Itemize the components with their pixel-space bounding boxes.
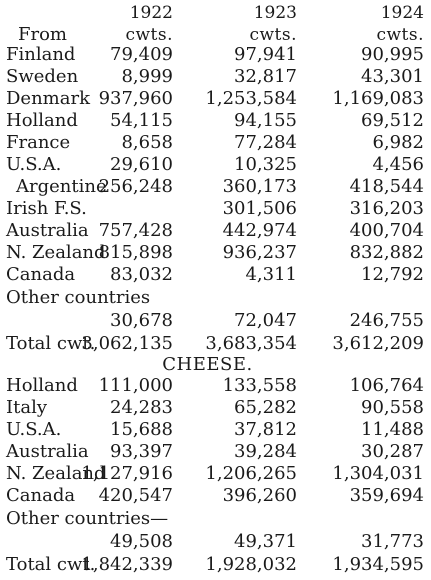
- value-1922: 83,032: [110, 264, 173, 285]
- country-label: Argentine: [16, 176, 107, 197]
- year-header-row: [0, 2, 431, 24]
- table-row: [0, 110, 431, 132]
- from-label: From: [18, 24, 67, 45]
- cheese-heading: CHEESE.: [162, 354, 253, 375]
- value-1922: 24,283: [110, 397, 173, 418]
- country-label: U.S.A.: [6, 419, 62, 440]
- unit-1923: cwts.: [249, 25, 297, 45]
- unit-header-row: [0, 24, 431, 46]
- other-countries-values-row: [0, 310, 431, 332]
- value-1923: 360,173: [222, 176, 297, 197]
- value-1924: 31,773: [361, 531, 424, 552]
- section-heading: [0, 354, 431, 376]
- value-1923: 442,974: [222, 220, 297, 241]
- value-1924: 43,301: [361, 66, 424, 87]
- value-1923: 77,284: [234, 132, 297, 153]
- value-1923: 97,941: [234, 44, 297, 65]
- total-row: [0, 554, 431, 576]
- value-1922: 54,115: [110, 110, 173, 131]
- value-1923: 133,558: [222, 375, 297, 396]
- table-row: [0, 397, 431, 419]
- value-1922: 15,688: [110, 419, 173, 440]
- country-label: Australia: [6, 441, 89, 462]
- value-1924: 106,764: [349, 375, 424, 396]
- country-label: Canada: [6, 485, 76, 506]
- value-1924: 316,203: [349, 198, 424, 219]
- unit-1924: cwts.: [376, 25, 424, 45]
- value-1922: 937,960: [98, 88, 173, 109]
- value-1923: 1,206,265: [205, 463, 297, 484]
- country-label: Canada: [6, 264, 76, 285]
- value-1923: 301,506: [222, 198, 297, 219]
- total-label: Total cwt.: [6, 554, 96, 575]
- other-countries-label-row: [0, 508, 431, 530]
- country-label: Australia: [6, 220, 89, 241]
- value-1923: 39,284: [234, 441, 297, 462]
- country-label: N. Zealand: [6, 242, 106, 263]
- value-1924: 30,287: [361, 441, 424, 462]
- country-label: Denmark: [6, 88, 90, 109]
- value-1922: 420,547: [98, 485, 173, 506]
- table-row: [0, 132, 431, 154]
- year-1922: 1922: [129, 3, 173, 23]
- table-row: [0, 198, 431, 220]
- value-1922: 79,409: [110, 44, 173, 65]
- table-row: [0, 264, 431, 286]
- value-1923: 10,325: [234, 154, 297, 175]
- country-label: Irish F.S.: [6, 198, 87, 219]
- table-row: [0, 419, 431, 441]
- value-1924: 90,995: [361, 44, 424, 65]
- table-row: [0, 66, 431, 88]
- country-label: Holland: [6, 375, 78, 396]
- value-1922: 757,428: [98, 220, 173, 241]
- value-1924: 1,304,031: [332, 463, 424, 484]
- table-row: [0, 44, 431, 66]
- other-countries-label: Other countries: [6, 287, 151, 308]
- country-label: Sweden: [6, 66, 79, 87]
- value-1922: 49,508: [110, 531, 173, 552]
- country-label: Holland: [6, 110, 78, 131]
- value-1923: 936,237: [222, 242, 297, 263]
- value-1923: 396,260: [222, 485, 297, 506]
- table-row: [0, 220, 431, 242]
- value-1924: 359,694: [349, 485, 424, 506]
- country-label: U.S.A.: [6, 154, 62, 175]
- value-1924: 6,982: [372, 132, 424, 153]
- value-1924: 4,456: [372, 154, 424, 175]
- value-1923: 94,155: [234, 110, 297, 131]
- value-1924: 418,544: [349, 176, 424, 197]
- total-1922: 3,062,135: [81, 333, 173, 354]
- other-countries-label-row: [0, 287, 431, 309]
- value-1924: 1,169,083: [332, 88, 424, 109]
- table-row: [0, 375, 431, 397]
- year-1924: 1924: [380, 3, 424, 23]
- value-1924: 400,704: [349, 220, 424, 241]
- value-1924: 69,512: [361, 110, 424, 131]
- table-row: [0, 463, 431, 485]
- value-1922: 8,658: [121, 132, 173, 153]
- value-1924: 246,755: [349, 310, 424, 331]
- table-row: [0, 242, 431, 264]
- other-countries-values-row: [0, 531, 431, 553]
- table-row: [0, 154, 431, 176]
- other-countries-label: Other countries—: [6, 508, 169, 529]
- unit-1922: cwts.: [125, 25, 173, 45]
- total-1923: 3,683,354: [205, 333, 297, 354]
- value-1923: 4,311: [245, 264, 297, 285]
- table-row: [0, 485, 431, 507]
- value-1922: 29,610: [110, 154, 173, 175]
- value-1922: 93,397: [110, 441, 173, 462]
- value-1923: 72,047: [234, 310, 297, 331]
- value-1922: 8,999: [121, 66, 173, 87]
- value-1923: 32,817: [234, 66, 297, 87]
- total-1924: 3,612,209: [332, 333, 424, 354]
- table-row: [0, 88, 431, 110]
- year-1923: 1923: [253, 3, 297, 23]
- table-row: [0, 176, 431, 198]
- total-1924: 1,934,595: [332, 554, 424, 575]
- value-1922: 256,248: [98, 176, 173, 197]
- value-1924: 832,882: [349, 242, 424, 263]
- value-1922: 815,898: [98, 242, 173, 263]
- value-1922: 1,127,916: [81, 463, 173, 484]
- value-1924: 90,558: [361, 397, 424, 418]
- value-1923: 37,812: [234, 419, 297, 440]
- total-label: Total cwt.: [6, 333, 96, 354]
- value-1922: 30,678: [110, 310, 173, 331]
- value-1923: 49,371: [234, 531, 297, 552]
- country-label: Finland: [6, 44, 76, 65]
- total-1922: 1,842,339: [81, 554, 173, 575]
- country-label: Italy: [6, 397, 48, 418]
- value-1924: 12,792: [361, 264, 424, 285]
- value-1924: 11,488: [361, 419, 424, 440]
- value-1922: 111,000: [98, 375, 173, 396]
- value-1923: 1,253,584: [205, 88, 297, 109]
- value-1923: 65,282: [234, 397, 297, 418]
- table-row: [0, 441, 431, 463]
- total-1923: 1,928,032: [205, 554, 297, 575]
- total-row: [0, 333, 431, 355]
- country-label: France: [6, 132, 71, 153]
- country-label: N. Zealand: [6, 463, 106, 484]
